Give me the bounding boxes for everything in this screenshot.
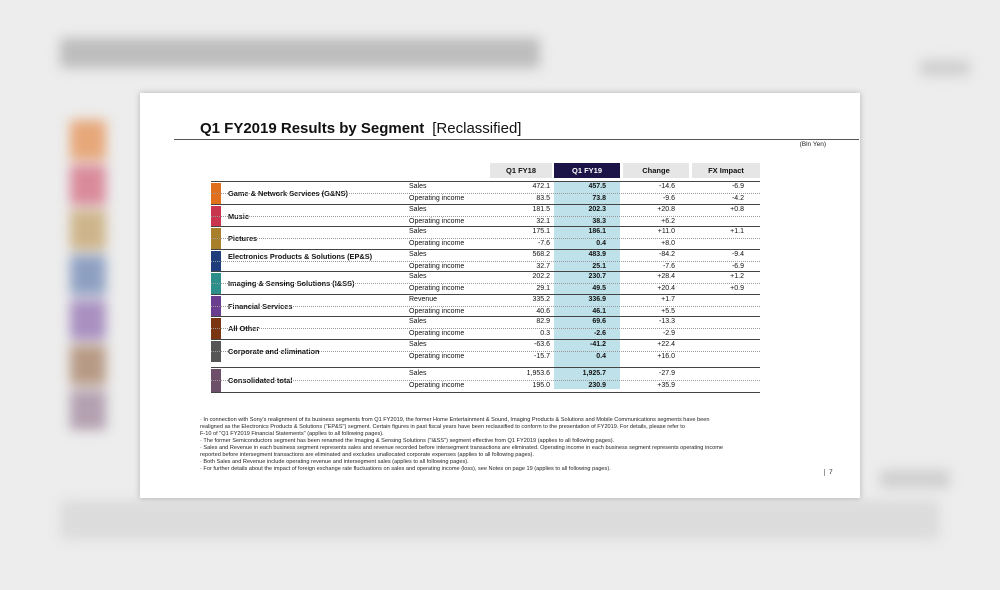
- row-label: Revenue: [409, 295, 438, 303]
- value-q1-fy19: 457.5: [588, 183, 606, 191]
- segment-block: [211, 339, 760, 363]
- value-q1-fy19: 230.9: [588, 382, 606, 389]
- segment-name: Consolidated total: [228, 376, 293, 385]
- value-fx-impact: +1.1: [730, 228, 744, 236]
- segment-block: [211, 316, 760, 340]
- footnotes: [200, 417, 810, 473]
- value-q1-fy19: 46.1: [592, 307, 606, 315]
- value-fx-impact: -9.4: [731, 250, 744, 258]
- sales-row: [211, 205, 760, 216]
- value-change: +28.4: [657, 273, 675, 281]
- value-q1-fy18: 472.1: [532, 183, 550, 191]
- value-change: -7.6: [662, 262, 675, 270]
- value-q1-fy19: 0.4: [596, 352, 606, 360]
- value-q1-fy19: 69.6: [592, 318, 606, 326]
- value-change: +20.8: [657, 205, 675, 213]
- value-q1-fy19: 1,925.7: [582, 370, 606, 377]
- row-label: Sales: [409, 228, 427, 236]
- value-change: +35.9: [657, 382, 675, 389]
- title-divider: [174, 139, 859, 140]
- value-q1-fy19: -2.6: [593, 330, 606, 338]
- segment-block: [211, 294, 760, 318]
- value-q1-fy18: 32.7: [536, 262, 550, 270]
- segment-name: Music: [228, 211, 249, 221]
- page-number: 7: [824, 469, 833, 476]
- footnote-line: · Sales and Revenue in each business segment represents sales and revenue recorded before intersegment transactions are eliminated. Operating income in each business segment represents operating income: [200, 445, 724, 451]
- value-change: -13.3: [659, 318, 675, 326]
- value-q1-fy18: -63.6: [534, 340, 550, 348]
- sales-row: [211, 317, 760, 328]
- value-q1-fy18: 195.0: [532, 382, 550, 389]
- segment-block: [211, 367, 760, 393]
- value-change: -14.6: [659, 183, 675, 191]
- value-q1-fy18: 82.9: [536, 318, 550, 326]
- segment-name: Electronics Products & Solutions (EP&S): [228, 251, 373, 261]
- value-q1-fy18: 202.2: [532, 273, 550, 281]
- segment-name: Financial Services: [228, 301, 293, 311]
- segment-name: Imaging & Sensing Solutions (I&SS): [228, 279, 355, 288]
- value-fx-impact: -6.9: [731, 183, 744, 191]
- value-change: -2.9: [662, 330, 675, 338]
- value-q1-fy18: 29.1: [536, 285, 550, 293]
- row-label: Operating income: [409, 352, 465, 360]
- segment-name: Corporate and elimination: [228, 346, 320, 356]
- header-fx-impact: FX Impact: [692, 163, 760, 178]
- row-label: Operating income: [409, 262, 465, 270]
- row-label: Operating income: [409, 285, 465, 293]
- row-label: Sales: [409, 318, 427, 326]
- value-change: -27.9: [659, 370, 675, 377]
- value-q1-fy19: 49.5: [592, 285, 606, 293]
- value-change: +22.4: [657, 340, 675, 348]
- sales-row: [211, 250, 760, 261]
- row-label: Sales: [409, 340, 427, 348]
- footnote-line: realigned as the Electronics Products & Solutions ("EP&S") segment. Certain figures in past fiscal years have been reclassified to conform to the presentation of FY2019. For details, please refer to: [200, 424, 685, 430]
- segment-block: [211, 181, 760, 205]
- sales-row: [211, 227, 760, 238]
- value-q1-fy19: 73.8: [592, 195, 606, 203]
- value-q1-fy19: 202.3: [588, 205, 606, 213]
- value-change: +1.7: [661, 295, 675, 303]
- footnote-line: · Both Sales and Revenue include operating revenue and intersegment sales (applies to all following pages).: [200, 459, 469, 465]
- value-q1-fy19: 230.7: [588, 273, 606, 281]
- value-q1-fy19: 186.1: [588, 228, 606, 236]
- value-fx-impact: +1.2: [730, 273, 744, 281]
- operating-income-row: [211, 380, 760, 392]
- value-q1-fy19: 38.3: [592, 217, 606, 225]
- value-q1-fy18: 181.5: [532, 205, 550, 213]
- value-q1-fy18: 32.1: [536, 217, 550, 225]
- value-change: +8.0: [661, 240, 675, 248]
- segment-name: All Other: [228, 324, 260, 333]
- row-label: Sales: [409, 273, 427, 281]
- row-label: Sales: [409, 250, 427, 258]
- value-q1-fy19: 336.9: [588, 295, 606, 303]
- row-label: Sales: [409, 370, 427, 377]
- value-change: +6.2: [661, 217, 675, 225]
- segment-block: [211, 271, 760, 295]
- segment-block: [211, 204, 760, 228]
- slide-title: [200, 120, 521, 137]
- title-text: Q1 FY2019 Results by Segment: [200, 120, 425, 137]
- segment-block: [211, 249, 760, 273]
- segment-name: Pictures: [228, 234, 258, 243]
- value-change: -84.2: [659, 250, 675, 258]
- value-q1-fy19: 25.1: [592, 262, 606, 270]
- row-label: Operating income: [409, 240, 465, 248]
- value-q1-fy18: 175.1: [532, 228, 550, 236]
- footnote-line: reported before intersegment transactions are eliminated and excludes unallocated corporate expenses (applies to all following pages).: [200, 452, 534, 458]
- operating-income-row: [211, 351, 760, 363]
- value-change: +11.0: [657, 228, 675, 236]
- footnote-line: · In connection with Sony's realignment of its business segments from Q1 FY2019, the former Home Entertainment & Sound, Imaging Products & Solutions and Mobile Communications segments have been: [200, 417, 710, 423]
- row-label: Operating income: [409, 195, 465, 203]
- row-label: Sales: [409, 205, 427, 213]
- sales-row: [211, 340, 760, 351]
- segment-block: [211, 226, 760, 250]
- header-q1-fy19: Q1 FY19: [554, 163, 620, 178]
- value-q1-fy18: -15.7: [534, 352, 550, 360]
- value-q1-fy18: 568.2: [532, 250, 550, 258]
- value-q1-fy18: 1,953.6: [526, 370, 550, 377]
- value-fx-impact: -6.9: [731, 262, 744, 270]
- slide: [140, 93, 860, 498]
- value-q1-fy18: 0.3: [540, 330, 550, 338]
- segment-name: Game & Network Services (G&NS): [228, 189, 348, 198]
- row-label: Operating income: [409, 382, 465, 389]
- value-fx-impact: +0.8: [730, 205, 744, 213]
- title-subtitle: [Reclassified]: [432, 120, 522, 137]
- sales-row: [211, 272, 760, 283]
- sales-row: [211, 295, 760, 306]
- header-change: Change: [623, 163, 689, 178]
- row-label: Operating income: [409, 307, 465, 315]
- value-change: +5.5: [661, 307, 675, 315]
- value-q1-fy19: 483.9: [588, 250, 606, 258]
- sales-row: [211, 182, 760, 193]
- header-q1-fy18: Q1 FY18: [490, 163, 552, 178]
- value-change: +16.0: [657, 352, 675, 360]
- value-change: -9.6: [662, 195, 675, 203]
- row-label: Operating income: [409, 330, 465, 338]
- value-change: +20.4: [657, 285, 675, 293]
- value-fx-impact: +0.9: [730, 285, 744, 293]
- value-q1-fy19: -41.2: [590, 340, 606, 348]
- value-fx-impact: -4.2: [731, 195, 744, 203]
- value-q1-fy18: 40.6: [536, 307, 550, 315]
- sales-row: [211, 369, 760, 380]
- row-label: Operating income: [409, 217, 465, 225]
- value-q1-fy18: -7.6: [537, 240, 550, 248]
- value-q1-fy18: 83.5: [536, 195, 550, 203]
- value-q1-fy19: 0.4: [596, 240, 606, 248]
- unit-label: (Bln Yen): [799, 141, 826, 148]
- footnote-line: · The former Semiconductors segment has been renamed the Imaging & Sensing Solutions ("I&SS") segment effective from Q1 FY2019 (applies to all following pages).: [200, 438, 615, 444]
- value-q1-fy18: 335.2: [532, 295, 550, 303]
- footnote-line: · For further details about the impact of foreign exchange rate fluctuations on sales and operating income (loss), see Notes on page 19 (applies to all following pages).: [200, 466, 611, 472]
- footnote-line: F-10 of "Q1 FY2019 Financial Statements" (applies to all following pages).: [200, 431, 384, 437]
- row-label: Sales: [409, 183, 427, 191]
